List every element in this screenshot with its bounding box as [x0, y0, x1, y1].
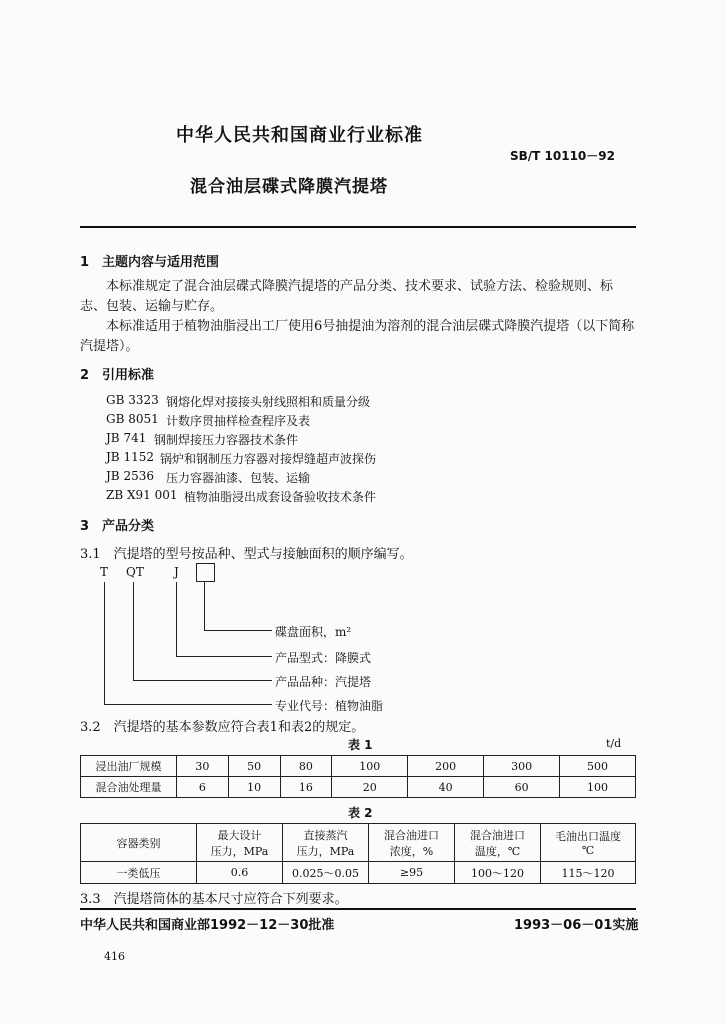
table-cell: 16	[280, 777, 332, 798]
row-label: 浸出油厂规模	[81, 756, 177, 777]
area-placeholder-box	[196, 563, 215, 582]
table-header-row	[81, 824, 636, 862]
leader-line	[104, 582, 105, 705]
table-cell: 80	[280, 756, 332, 777]
table-cell: 10	[228, 777, 280, 798]
table-cell: 115～120	[541, 862, 636, 884]
leader-line	[176, 656, 272, 657]
ref-title: 锅炉和钢制压力容器对接焊缝超声波探伤	[160, 452, 377, 466]
column-header: 混合油进口 温度，℃	[455, 824, 541, 862]
section-1-heading: 1 主题内容与适用范围	[80, 255, 220, 270]
ref-code: JB 1152	[106, 450, 154, 464]
clause-3-1: 3.1 汽提塔的型号按品种、型式与接触面积的顺序编写。	[80, 547, 413, 562]
table-cell: 200	[408, 756, 484, 777]
table-1	[80, 755, 636, 798]
section-2-heading: 2 引用标准	[80, 368, 155, 383]
leader-line	[204, 630, 272, 631]
model-letter-qt: QT	[126, 565, 144, 579]
label-product-variety: 产品品种：汽提塔	[275, 675, 372, 689]
table-cell: 30	[177, 756, 229, 777]
leader-line	[133, 582, 134, 681]
table-2	[80, 823, 636, 884]
model-letter-j: J	[174, 565, 179, 579]
table-cell: 40	[408, 777, 484, 798]
row-label: 混合油处理量	[81, 777, 177, 798]
table-cell: 6	[177, 777, 229, 798]
ref-title: 计数序贯抽样检查程序及表	[166, 414, 311, 428]
section-1-para-1: 本标准规定了混合油层碟式降膜汽提塔的产品分类、技术要求、试验方法、检验规则、标志、包装、运输与贮存。	[80, 279, 614, 314]
header-rule	[80, 226, 636, 228]
column-header: 毛油出口温度 ℃	[541, 824, 636, 862]
table-2-caption: 表 2	[348, 806, 373, 820]
table-cell: 0.025～0.05	[283, 862, 369, 884]
table-cell: 100	[332, 756, 408, 777]
column-header: 最大设计 压力，MPa	[197, 824, 283, 862]
table-cell: 60	[484, 777, 560, 798]
ref-code: ZB X91 001	[106, 488, 178, 502]
leader-line	[133, 680, 272, 681]
leader-line	[204, 582, 205, 631]
ref-code: JB 741	[106, 431, 147, 445]
table-cell: 100	[560, 777, 636, 798]
clause-3-2: 3.2 汽提塔的基本参数应符合表1和表2的规定。	[80, 720, 365, 735]
table-1-unit: t/d	[606, 737, 622, 750]
label-disc-area: 碟盘面积，m²	[275, 625, 352, 639]
table-1-caption: 表 1	[348, 738, 373, 752]
org-title: 中华人民共和国商业行业标准	[176, 125, 423, 146]
table-row	[81, 756, 636, 777]
column-header: 容器类别	[81, 824, 197, 862]
table-cell: 0.6	[197, 862, 283, 884]
table-cell: 500	[560, 756, 636, 777]
effective-date: 1993－06－01实施	[514, 918, 639, 933]
table-cell: ≥95	[369, 862, 455, 884]
model-letter-t: T	[100, 565, 109, 579]
approval-line: 中华人民共和国商业部1992－12－30批准	[80, 918, 335, 933]
leader-line	[104, 704, 272, 705]
ref-title: 钢熔化焊对接接头射线照相和质量分级	[166, 395, 371, 409]
table-cell: 20	[332, 777, 408, 798]
table-cell: 100～120	[455, 862, 541, 884]
section-1-para-2: 本标准适用于植物油脂浸出工厂使用6号抽提油为溶剂的混合油层碟式降膜汽提塔（以下简称汽提塔）。	[80, 319, 635, 354]
document-title: 混合油层碟式降膜汽提塔	[190, 177, 388, 197]
label-professional-code: 专业代号：植物油脂	[275, 699, 384, 713]
table-cell: 300	[484, 756, 560, 777]
clause-3-3: 3.3 汽提塔筒体的基本尺寸应符合下列要求。	[80, 892, 348, 907]
leader-line	[176, 582, 177, 657]
ref-code: GB 8051	[106, 412, 159, 426]
table-cell: 50	[228, 756, 280, 777]
footer-rule	[80, 908, 636, 910]
ref-title: 植物油脂浸出成套设备验收技术条件	[184, 490, 377, 504]
ref-title: 钢制焊接压力容器技术条件	[154, 433, 299, 447]
column-header: 直接蒸汽 压力，MPa	[283, 824, 369, 862]
page-number: 416	[104, 950, 125, 963]
label-product-type: 产品型式：降膜式	[275, 651, 372, 665]
ref-title: 压力容器油漆、包装、运输	[166, 471, 311, 485]
table-cell: 一类低压	[81, 862, 197, 884]
ref-code: JB 2536	[106, 469, 154, 483]
ref-code: GB 3323	[106, 393, 159, 407]
column-header: 混合油进口 浓度，%	[369, 824, 455, 862]
table-row	[81, 777, 636, 798]
section-3-heading: 3 产品分类	[80, 519, 155, 534]
table-row	[81, 862, 636, 884]
standard-code: SB/T 10110－92	[510, 149, 615, 163]
